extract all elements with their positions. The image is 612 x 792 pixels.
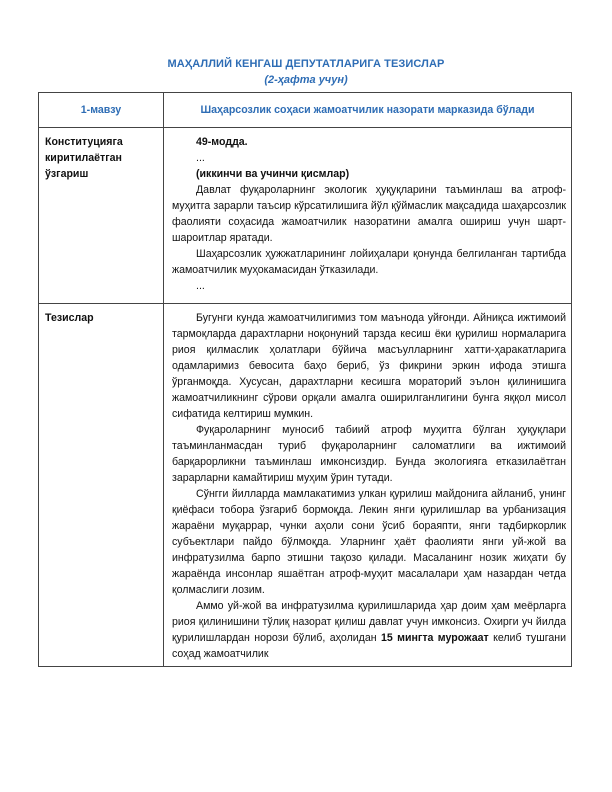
paragraph-text: келиб тушгани соҳад жамоатчилик — [172, 632, 566, 660]
article-parts: (иккинчи ва учинчи қисмлар) — [196, 168, 350, 180]
row-label-constitution: Конституцияга киритилаётган ўзгариш — [39, 128, 164, 304]
paragraph: Давлат фуқароларнинг экологик ҳуқуқларини таъминлаш ва атроф-муҳитга зарарли таъсир кўрсатилишига йўл қўймаслик мақсадида шаҳарсозлик фаолияти соҳасида жамоатчилик назоратини амалга ошириш учун шарт-шароитлар яратади. — [172, 184, 566, 244]
paragraph — [172, 598, 566, 662]
document-subtitle: (2-ҳафта учун) — [264, 74, 348, 86]
appeal-count: 15 мингта мурожаат — [380, 632, 489, 644]
table-row — [39, 304, 572, 667]
row-content-constitution — [164, 128, 572, 304]
paragraph: Сўнгги йилларда мамлакатимиз улкан қурилиш майдонига айланиб, унинг қиёфаси тобора ўзгариб бормоқда. Лекин янги қурилишлар ва урбанизация жараёни муқаррар, чунки аҳоли сони ўсиб бораяпти, янги тадбиркорлик субъектлари пайдо бўлмоқда. Уларнинг ҳаёт фаолияти янги уй-жой ва инфратузилма барпо этишни тақозо қилади. Масаланинг нозик жиҳати бу жараёнда инсонлар яшаётган атроф-муҳит масалалари ҳам назардан четда қолмаслиги лозим. — [172, 488, 566, 596]
document-title: МАҲАЛЛИЙ КЕНГАШ ДЕПУТАТЛАРИГА ТЕЗИСЛАР — [167, 58, 445, 70]
paragraph-text: Аммо уй-жой ва инфратузилма қурилишларида ҳар доим ҳам меёрларга риоя қилинишини тўлиқ назорат қилиш давлат учун имконсиз. Охирги уч йилда қурилишлардан норози бўлиб, аҳолидан — [172, 600, 566, 644]
table-header-row — [39, 93, 572, 128]
paragraph: Бугунги кунда жамоатчилигимиз том маънода уйғонди. Айниқса ижтимоий тармоқларда дарахтларни ноқонуний тарзда кесиш ёки қурилиш нормаларига риоя қилмаслик ҳолатлари бўйича масъулларнинг хатти-ҳаракатларига одамларимиз бевосита баҳо бериб, ўз фикрини эркин ифода этишга ўрганмоқда. Хусусан, дарахтларни кесишга мораторий эълон қилинишига жамоатчиликнинг сўрови орқали амалга оширилганлигини бунга яққол мисол сифатида келтириш мумкин. — [172, 312, 566, 420]
ellipsis: ... — [196, 280, 205, 292]
row-content-theses — [164, 304, 572, 667]
paragraph: Шаҳарсозлик ҳужжатларининг лойиҳалари қонунда белгиланган тартибда жамоатчилик муҳокамасидан ўтказилади. — [172, 248, 566, 276]
paragraph: Фуқароларнинг муносиб табиий атроф муҳитга бўлган ҳуқуқлари таъминланмасдан туриб фуқароларнинг саломатлиги ва ижтимоий барқарорликни таъминлаш имконсиздир. Бунда экологияга етказилаётган зарарларни камайтириш муҳим ўрин тутади. — [172, 424, 566, 484]
article-number: 49-модда. — [196, 136, 248, 148]
topic-title: Шаҳарсозлик соҳаси жамоатчилик назорати марказида бўлади — [164, 93, 572, 128]
row-label-theses: Тезислар — [39, 304, 164, 667]
thesis-table — [38, 92, 572, 667]
table-row — [39, 128, 572, 304]
ellipsis: ... — [196, 152, 205, 164]
topic-label: 1-мавзу — [39, 93, 164, 128]
